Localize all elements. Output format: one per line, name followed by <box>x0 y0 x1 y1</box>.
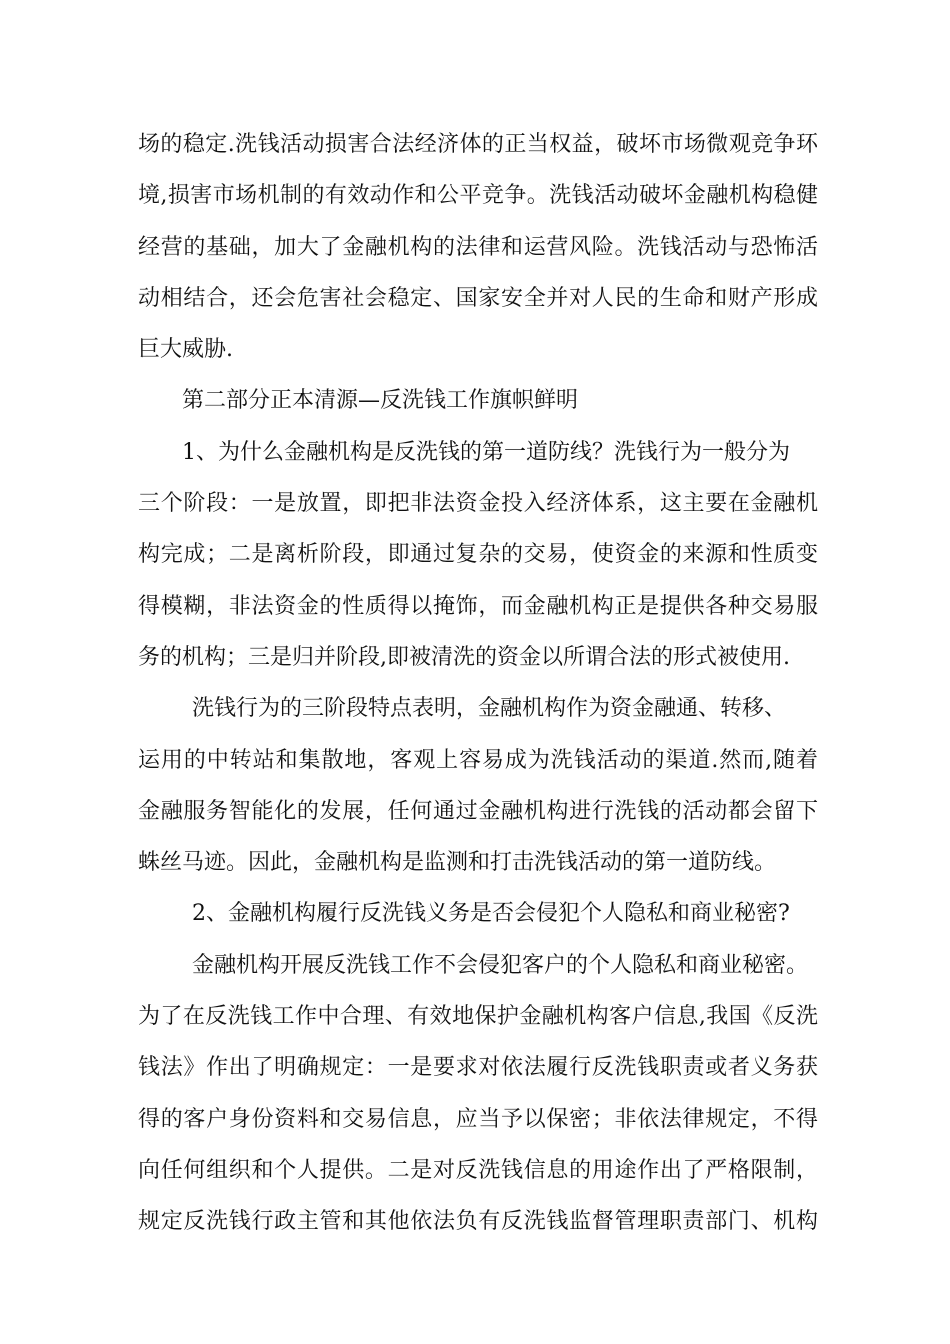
body-text-line: 得模糊，非法资金的性质得以掩饰，而金融机构正是提供各种交易服 <box>138 593 818 619</box>
body-text-line: 场的稳定.洗钱活动损害合法经济体的正当权益，破坏市场微观竞争环 <box>138 132 818 157</box>
body-text-line: 境,损害市场机制的有效动作和公平竞争。洗钱活动破坏金融机构稳健 <box>138 183 818 209</box>
body-text-line: 构完成；二是离析阶段，即通过复杂的交易，使资金的来源和性质变 <box>138 542 818 568</box>
body-text-line: 经营的基础，加大了金融机构的法律和运营风险。洗钱活动与恐怖活 <box>138 234 818 260</box>
body-text-line: 务的机构；三是归并阶段,即被清洗的资金以所谓合法的形式被使用. <box>138 644 790 670</box>
question-line: 1、为什么金融机构是反洗钱的第一道防线？洗钱行为一般分为 <box>182 439 790 465</box>
body-text-line: 得的客户身份资料和交易信息，应当予以保密；非依法律规定，不得 <box>138 1106 818 1132</box>
body-text-line: 洗钱行为的三阶段特点表明，金融机构作为资金融通、转移、 <box>192 696 787 722</box>
body-text-line: 为了在反洗钱工作中合理、有效地保护金融机构客户信息,我国《反洗 <box>138 1004 818 1030</box>
question-line: 2、金融机构履行反洗钱义务是否会侵犯个人隐私和商业秘密? <box>192 901 790 927</box>
document-body <box>138 119 818 1248</box>
section-heading: 第二部分正本清源—反洗钱工作旗帜鲜明 <box>182 388 579 414</box>
body-text-line: 三个阶段：一是放置，即把非法资金投入经济体系，这主要在金融机 <box>138 491 818 517</box>
body-text-line: 金融服务智能化的发展，任何通过金融机构进行洗钱的活动都会留下 <box>138 798 818 824</box>
body-text-line: 钱法》作出了明确规定：一是要求对依法履行反洗钱职责或者义务获 <box>138 1055 818 1081</box>
body-text-line: 动相结合，还会危害社会稳定、国家安全并对人民的生命和财产形成 <box>138 285 818 311</box>
body-text-line: 金融机构开展反洗钱工作不会侵犯客户的个人隐私和商业秘密。 <box>192 952 809 978</box>
body-text-line: 运用的中转站和集散地，客观上容易成为洗钱活动的渠道.然而,随着 <box>138 747 818 773</box>
body-text-line: 规定反洗钱行政主管和其他依法负有反洗钱监督管理职责部门、机构 <box>138 1209 818 1235</box>
body-text-line: 巨大威胁. <box>138 337 233 363</box>
body-text-line: 蛛丝马迹。因此，金融机构是监测和打击洗钱活动的第一道防线。 <box>138 850 777 876</box>
body-text-line: 向任何组织和个人提供。二是对反洗钱信息的用途作出了严格限制， <box>138 1157 818 1183</box>
